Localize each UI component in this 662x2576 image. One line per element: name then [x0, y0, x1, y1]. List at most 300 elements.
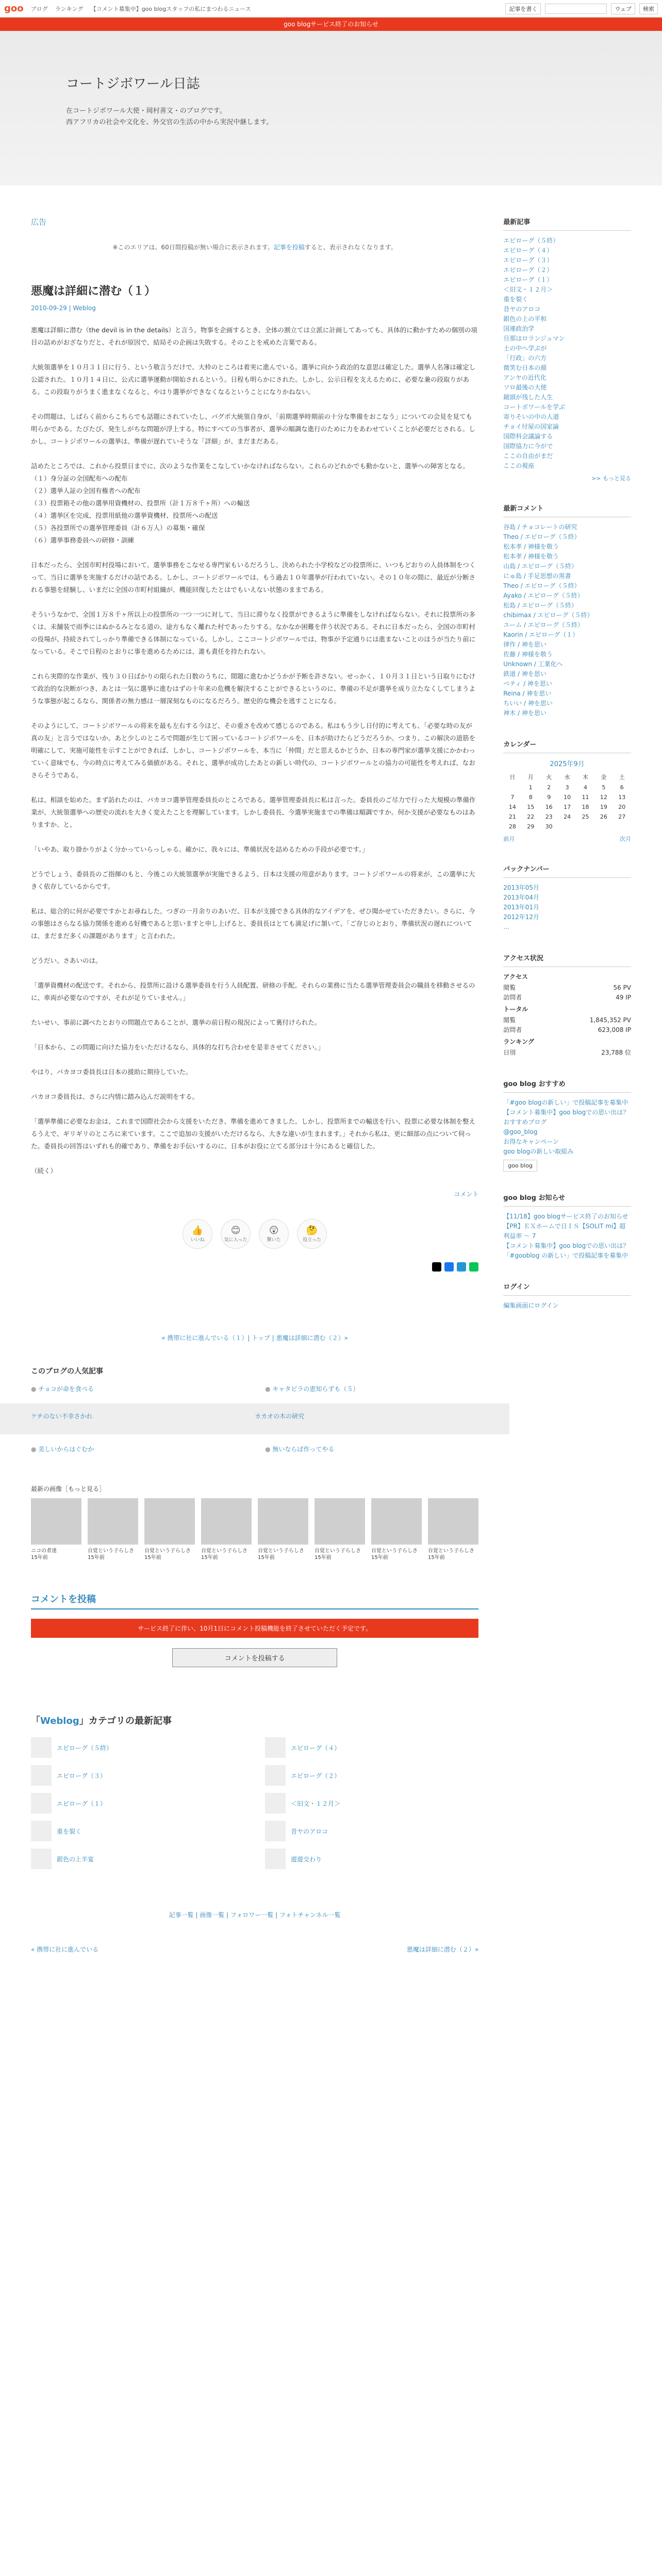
- cal-day: 24: [564, 814, 571, 820]
- category-post[interactable]: [31, 1849, 244, 1869]
- category-post-title: エピローグ（３）: [57, 1772, 107, 1780]
- post-para: 「日本から、この問題に向けた協力をいただけるなら、具体的な打ち合わせを是非させてください。」: [31, 1043, 324, 1051]
- side-notice: [503, 1192, 631, 1261]
- category-post[interactable]: [31, 1821, 244, 1841]
- total-label: トータル: [503, 1006, 528, 1013]
- category-post[interactable]: [31, 1765, 244, 1786]
- side-goo-item[interactable]: 【コメント募集中】goo blogでの思い出は？: [503, 1109, 630, 1116]
- cal-day: 3: [565, 784, 569, 791]
- thumb-title: 自覚という子らしさ: [371, 1548, 418, 1554]
- sidebar: [503, 216, 631, 1954]
- category-post-thumb: [31, 1765, 52, 1786]
- side-comment-item[interactable]: 鉄道 / 神を思い: [503, 670, 547, 677]
- thumb-title: ニコの者達: [31, 1548, 57, 1554]
- thumb[interactable]: [31, 1498, 81, 1561]
- line-share-icon[interactable]: [469, 1262, 478, 1272]
- post-article-link[interactable]: 記事を投稿: [273, 244, 305, 251]
- post-para: 大統領選挙を１０月３１日に行う、という敬言うだけで、大枠のところは着実に進んでいる。選挙に向かう政治的な意思は確定した。選挙人名簿は確定し公認された。１０月１４日に、公式に選挙運動が開始されるという。日程も明らかにされた。しかし、公示日程を支えるために、必要な兼の段取りがある。この段取りがうまく進まなくなると、やはり選挙ができなくなるということになりかねない。: [31, 363, 476, 396]
- reaction-favorite[interactable]: [221, 1219, 251, 1249]
- thumb-image: [144, 1498, 195, 1545]
- side-back-item[interactable]: ...: [503, 923, 509, 930]
- reaction-label: 気に入った: [224, 1238, 247, 1243]
- side-back-item[interactable]: 2013年04月: [503, 894, 540, 901]
- popular-title: このブログの人気記事: [31, 1367, 103, 1376]
- thumb[interactable]: [315, 1498, 365, 1561]
- reaction-icon: 😊: [230, 1225, 241, 1236]
- cal-day: [594, 822, 613, 832]
- category-post[interactable]: [265, 1821, 478, 1841]
- thumb-image: [201, 1498, 252, 1545]
- cal-day: 12: [600, 794, 607, 801]
- cal-day: 20: [618, 804, 626, 810]
- thumb-image: [88, 1498, 138, 1545]
- top-nav: [31, 5, 256, 13]
- reaction-icon: 👍: [191, 1225, 204, 1236]
- category-post-thumb: [265, 1793, 286, 1814]
- cal-day: 30: [545, 823, 553, 830]
- cal-day: 23: [545, 814, 553, 820]
- side-goo-item[interactable]: 「#goo blogの新しい」で投稿記事を募集中: [503, 1099, 628, 1106]
- task-item: （６）選挙事務委員への研修・訓練: [31, 536, 135, 544]
- blog-header: [0, 31, 662, 185]
- cal-day: 16: [545, 804, 553, 810]
- task-item: （４）選挙区を完成、投票用紙他の選挙資機材、投票所への配送: [31, 512, 218, 519]
- top-bar: [0, 0, 662, 18]
- side-recent-item[interactable]: エピローグ（３）: [503, 257, 553, 264]
- category-heading-post: 」カテゴリの最新記事: [79, 1716, 172, 1726]
- side-backnumber: [503, 863, 631, 932]
- side-comment-item[interactable]: 松本孝 / 神様を敬う: [503, 553, 559, 560]
- cal-head: 金: [601, 774, 607, 781]
- category-post-thumb: [265, 1765, 286, 1786]
- category-post-title: 昔ヤのアロコ: [291, 1827, 328, 1835]
- top-right: [505, 3, 658, 14]
- cal-day: 28: [508, 823, 516, 830]
- cal-day: 9: [547, 794, 551, 801]
- goo-logo[interactable]: goo: [4, 3, 24, 14]
- side-recent-item[interactable]: ここの視座: [503, 462, 535, 469]
- cal-day: [576, 822, 594, 832]
- category-posts: [31, 1737, 478, 1869]
- reactions: [31, 1219, 478, 1249]
- search-input[interactable]: [545, 4, 607, 14]
- side-goo-item[interactable]: お得なキャンペーン: [503, 1138, 559, 1145]
- service-end-notice[interactable]: goo blogサービス終了のお知らせ: [0, 18, 662, 31]
- cal-day: 6: [620, 784, 624, 791]
- side-comment-item[interactable]: 佐藤 / 神様を敬う: [503, 651, 553, 658]
- post-para: どうでしょう、委員長のご指揮のもと、今後この大統領選挙が実施できるよう、日本は支援の用意があります。コートジボワールの将来が、この選挙に大きく依存しているからです。: [31, 870, 475, 890]
- cal-row: [503, 822, 631, 832]
- post-para: そのようにして、コートジボワールの将来を最も左右する今ほど、その重さを改めて感じるのである。私はもう少し日付的に考えても、「必要な時の友が真の友」と言うではないか。あと少しのところで問題が生じて困っているコートジボワールを、日本が助けたらどうだろうか。つまり、この解決の道筋を明確にして、実施可能性を示すことができれば、しかし、コートジボワールを、本当に「仲間」だと思えるかどうか、日本の専門家が選挙支援にかかわっていく意味でも、今の時点に考えてみる価値がある。それと、選挙が成功したあとの新しい時代の、コートジボワールとの協力の可能性を考えれば、なおさらそうである。: [31, 722, 476, 779]
- blog-title[interactable]: コートジボワール日誌: [66, 76, 200, 92]
- side-comment-item[interactable]: 松本孝 / 神様を敬う: [503, 543, 559, 550]
- side-comment-item[interactable]: chibimax / エピローグ（５終）: [503, 612, 593, 619]
- side-goo-item[interactable]: おすすめブログ: [503, 1118, 547, 1126]
- cal-head: 土: [619, 774, 625, 781]
- post-category[interactable]: Weblog: [73, 304, 96, 312]
- cal-day: 25: [582, 814, 589, 820]
- side-back-item[interactable]: 2013年05月: [503, 884, 540, 891]
- write-button[interactable]: 記事を書く: [505, 3, 541, 14]
- side-comment-item[interactable]: Ayako / エピローグ（５終）: [503, 592, 584, 599]
- side-recent-item[interactable]: 国際科会議論する: [503, 433, 553, 440]
- thumb-date: 15年前: [88, 1555, 105, 1561]
- nav-news[interactable]: 【コメント募集中】goo blogスタッフの私にまつわるニュース: [90, 5, 251, 12]
- thumb[interactable]: [371, 1498, 422, 1561]
- access-label: アクセス: [503, 973, 528, 980]
- calendar-nav: [503, 835, 631, 843]
- calendar-month: 2025年9月: [550, 760, 585, 768]
- category-post-title: エピローグ（４）: [291, 1744, 341, 1752]
- side-recent-item[interactable]: 重を裂く: [503, 296, 528, 303]
- access-key: 日別: [503, 1049, 516, 1056]
- access-row: [503, 1048, 631, 1058]
- side-comment-item[interactable]: Theo / エピローグ（５終）: [503, 582, 581, 589]
- popular-posts: [31, 1366, 478, 1453]
- thumb-date: 15年前: [258, 1555, 275, 1561]
- search-scope-select[interactable]: ウェブ: [611, 3, 635, 14]
- category-post[interactable]: [265, 1849, 478, 1869]
- cal-day: 7: [510, 794, 515, 801]
- cal-day: 26: [600, 814, 607, 820]
- side-back-item[interactable]: 2012年12月: [503, 913, 540, 921]
- post-para: 「選挙資機材の配送です。それから、投票所に設ける選挙委員を行う人員配置、研修の手配。それらの業務に当たる選挙管理委員会の職員を移動させるのに、車両が必要なのですが、それが足りていません。」: [31, 981, 475, 1002]
- post-comment-button[interactable]: コメントを投稿する: [172, 1648, 337, 1667]
- side-recent-item[interactable]: 「行政」の六方: [503, 354, 547, 362]
- category-heading-pre: 「: [31, 1716, 40, 1726]
- cal-day: 5: [602, 784, 606, 791]
- side-notice-item[interactable]: 【11/18】goo blogサービス終了のお知らせ: [503, 1213, 628, 1220]
- category-post[interactable]: [265, 1793, 478, 1814]
- side-comment-item[interactable]: Kaorin / エピローグ（１）: [503, 631, 579, 638]
- comment-end-notice[interactable]: サービス終了に伴い、10月1日にコメント投稿機能を終了させていただく予定です。: [31, 1619, 478, 1638]
- category-heading: [31, 1714, 478, 1727]
- side-back-title: バックナンバー: [503, 863, 631, 878]
- reaction-like[interactable]: [183, 1219, 212, 1249]
- category-post-title: エピローグ（５終）: [57, 1744, 113, 1752]
- access-value: 56 PV: [613, 984, 631, 991]
- side-recent-item[interactable]: ソロ最後の大使: [503, 384, 547, 391]
- popular-item[interactable]: ● キャタピラの恵知らずも（５）: [265, 1384, 478, 1393]
- post: [31, 282, 478, 1177]
- side-comments: [503, 503, 631, 718]
- recent-images-title[interactable]: 最新の画像［もっと見る］: [31, 1485, 106, 1493]
- cal-day: 8: [528, 794, 533, 801]
- nav-ranking[interactable]: ランキング: [55, 5, 84, 12]
- post-para: たいせい、事前に調べたとおりの問題点であることが、選挙の前日程の現況によって裏付けられた。: [31, 1019, 321, 1026]
- task-item: （３）投票箱その他の選挙用資機材の、投票所（計１万８千ヶ所）への輸送: [31, 499, 250, 507]
- side-recent-item[interactable]: 昔ヤのアロコ: [503, 306, 541, 313]
- side-notice-item[interactable]: 【コメント募集中】goo blogでの思い出は？: [503, 1242, 630, 1249]
- cal-head: 月: [527, 774, 534, 781]
- thumb-date: 15年前: [201, 1555, 218, 1561]
- category-post-thumb: [265, 1737, 286, 1758]
- side-recent-item[interactable]: エピローグ（１）: [503, 276, 553, 283]
- side-recent-item[interactable]: 銀色の上の平和: [503, 315, 547, 323]
- access-row: [503, 1025, 631, 1035]
- cal-day: [558, 822, 576, 832]
- side-calendar: [503, 739, 631, 843]
- cal-day: 13: [618, 794, 626, 801]
- thumb-title: 自覚という子らしさ: [315, 1548, 361, 1554]
- side-comment-item[interactable]: ベティ / 神を思い: [503, 680, 552, 687]
- side-recent-item[interactable]: エピローグ（２）: [503, 266, 553, 274]
- post-pager[interactable]: « 携帯に社に進んでいる（１）| トップ | 悪魔は詳細に潜む（２）»: [161, 1334, 348, 1342]
- post-para: やはり、パカヨコ委員長は日本の援助に期待していた。: [31, 1068, 192, 1076]
- x-share-icon[interactable]: [432, 1262, 441, 1272]
- side-comment-item[interactable]: 谷島 / チョコレートの研究: [503, 523, 577, 531]
- side-recent-item[interactable]: ＜旧文・１２月＞: [503, 286, 553, 293]
- thumb-date: 15年前: [315, 1555, 332, 1561]
- reaction-icon: 😲: [269, 1225, 279, 1236]
- post-meta: 2010-09-29 | Weblog: [31, 304, 96, 312]
- thumb-date: 15年前: [31, 1555, 48, 1561]
- post-para: 日本だったら、全国市町村役場において、選挙事務をこなせる専門家もいるだろうし、決められた小学校などの投票所に、いつもどおりの人員体制をつくって、当日に選挙を実施するだけの話である。しかし、コートジボワールでは、もう過去１０年選挙が行われていない。その１０年の間に、最近が分断される事態を経験し、いまだに全国の市町村組織が、機能回復したとはでもいえない状態のままである。: [31, 561, 476, 594]
- side-comment-item[interactable]: ちいい / 神を思い: [503, 700, 553, 707]
- cal-day: 4: [583, 784, 587, 791]
- prev-post-link[interactable]: « 携帯に社に進んでいる: [31, 1946, 99, 1953]
- footer-nav[interactable]: 記事一覧 | 画像一覧 | フォロワー一覧 | フォトチャンネル一覧: [169, 1911, 341, 1919]
- side-recent-item[interactable]: コートボワールを学ぶ: [503, 403, 565, 411]
- cal-day: 17: [564, 804, 571, 810]
- post-para: 詰めたところでは、これから投票日までに、次のような作業をこなしていかなければならない。これらのどれかでも動かないと、選挙への障害となる。: [31, 462, 469, 470]
- cal-day: 10: [564, 794, 571, 801]
- side-recent-item[interactable]: 寄りそいの中の人道: [503, 413, 559, 420]
- thumb-title: 自覚という子らしさ: [258, 1548, 304, 1554]
- side-recent-item[interactable]: 鏡頭が残した人生: [503, 394, 553, 401]
- access-row: [503, 1015, 631, 1025]
- search-button[interactable]: 検索: [639, 3, 658, 14]
- access-key: 閲覧: [503, 1016, 516, 1024]
- side-recent-item[interactable]: エピローグ（５終）: [503, 237, 559, 244]
- cal-head: 木: [582, 774, 588, 781]
- cal-prev[interactable]: 前月: [503, 836, 515, 842]
- category-name[interactable]: Weblog: [40, 1716, 79, 1726]
- thumb[interactable]: [144, 1498, 195, 1561]
- side-recent-item[interactable]: 土の中へ学ぶが: [503, 345, 547, 352]
- side-comment-item[interactable]: 山島 / エピローグ（５終）: [503, 563, 577, 570]
- side-comment-item[interactable]: Theo / エピローグ（５終）: [503, 533, 581, 540]
- side-more-link[interactable]: >> もっと見る: [591, 475, 631, 482]
- cal-day: 18: [582, 804, 589, 810]
- thumb-image: [31, 1498, 81, 1545]
- cal-row: [503, 802, 631, 812]
- side-recent-item[interactable]: 旦那はロランジュマン: [503, 335, 565, 342]
- side-calendar-title: カレンダー: [503, 739, 631, 753]
- side-recent-item[interactable]: 国連政治学: [503, 325, 535, 332]
- popular-item[interactable]: ● 無いならば作ってやる: [265, 1445, 478, 1453]
- cal-day: 29: [527, 823, 535, 830]
- thumb-date: 15年前: [144, 1555, 161, 1561]
- popular-item[interactable]: ケチのない不幸さかれ: [31, 1413, 93, 1420]
- thumb[interactable]: [88, 1498, 138, 1561]
- popular-item[interactable]: カカオの木の研究: [255, 1413, 305, 1420]
- thumb[interactable]: [258, 1498, 308, 1561]
- access-value: 23,788 位: [601, 1049, 631, 1056]
- cal-row: [503, 783, 631, 792]
- login-link[interactable]: 編集画面にログイン: [503, 1302, 559, 1309]
- side-recent-title: 最新記事: [503, 216, 631, 231]
- cal-day: [503, 783, 521, 792]
- category-post[interactable]: [31, 1793, 244, 1814]
- category-post-thumb: [31, 1793, 52, 1814]
- side-access-title: アクセス状況: [503, 953, 631, 967]
- ad-text-2: すると、表示されなくなります。: [304, 244, 397, 251]
- cal-head: 日: [509, 774, 516, 781]
- side-comment-item[interactable]: にゅ島 / 手足思想の黒書: [503, 572, 571, 580]
- post-title: 悪魔は詳細に潜む（１）: [31, 285, 156, 298]
- bottom-pager: [31, 1945, 478, 1954]
- side-access: [503, 953, 631, 1058]
- side-recent-item[interactable]: エピローグ（４）: [503, 247, 553, 254]
- category-post-title: エピローグ（２）: [291, 1772, 341, 1780]
- thumb-date: 15年前: [428, 1555, 445, 1561]
- category-post[interactable]: [265, 1765, 478, 1786]
- ad-text: ※このエリアは、60日間投稿が無い場合に表示されます。: [112, 244, 274, 251]
- thumb-image: [315, 1498, 365, 1545]
- cal-next[interactable]: 次月: [620, 836, 631, 842]
- cal-day: 11: [582, 794, 589, 801]
- reaction-label: 役立った: [303, 1238, 322, 1243]
- side-recent-item[interactable]: アンヤの近代化: [503, 374, 547, 381]
- access-value: 623,008 IP: [598, 1026, 631, 1033]
- side-notice-item[interactable]: 「#gooblog の新しい」で投稿記事を募集中: [503, 1252, 628, 1259]
- cal-day: 2: [547, 784, 551, 791]
- cal-row: [503, 792, 631, 802]
- side-notice-title: goo blog お知らせ: [503, 1192, 631, 1207]
- cal-day: 1: [528, 784, 533, 791]
- post-para: 悪魔は詳細に潜む（the devil is in the details）と言う。物事を企画するとき、全体の割立ては立派に計画してあっても、具体的に動かすための個別の項目の詰めがおざなりだと、それが原因で、結局その企画は失敗する。そのことを戒めた言葉である。: [31, 326, 477, 346]
- thumb[interactable]: [428, 1498, 478, 1561]
- task-item: （１）身分証の全国配布への配布: [31, 474, 128, 482]
- thumb-image: [371, 1498, 422, 1545]
- side-login: [503, 1281, 631, 1311]
- reaction-helpful[interactable]: [297, 1219, 327, 1249]
- side-comment-item[interactable]: 松島 / エピローグ（５終）: [503, 602, 577, 609]
- reaction-label: いいね: [190, 1238, 205, 1243]
- blog-desc-1: 在コートジボワール大使・岡村善文・のブログです。: [66, 107, 226, 115]
- recent-images: [31, 1498, 478, 1561]
- facebook-share-icon[interactable]: [444, 1262, 454, 1272]
- category-post-thumb: [31, 1821, 52, 1841]
- side-notice-item[interactable]: 【PR】ＥＸホームで日ＩＳ【SOLIT mi】超利益率 ～ 7: [503, 1223, 626, 1240]
- side-recent-item[interactable]: ここの自由がまだ: [503, 452, 553, 460]
- access-key: 閲覧: [503, 984, 516, 991]
- category-post-title: 遊遊交わり: [291, 1855, 322, 1863]
- cal-head: 水: [564, 774, 570, 781]
- post-para: 「選挙準備に必要なお金は、これまで国際社会から支援をいただき、準備を進めてきました。しかし、投票所までの輸送を行い、投票に必要な体制を整えるうえで、ギリギリのところに来ています。ここで追加の支援がいただけるなら、大きな違いが生まれます。」それから私は、更に細部の点について伺った。委員長の回答はいずれも的確であり、準備をお手伝いするのに、日本がお役に立てる部分は十分にあると確信した。: [31, 1117, 476, 1150]
- category-post[interactable]: [31, 1737, 244, 1758]
- cal-day: 14: [508, 804, 516, 810]
- side-back-item[interactable]: 2013年01月: [503, 904, 540, 911]
- cal-day: 21: [508, 814, 516, 820]
- comment-heading: コメントを投稿: [31, 1592, 478, 1609]
- access-key: 訪問者: [503, 1026, 522, 1033]
- side-comment-item[interactable]: ユーム / エピローグ（５終）: [503, 621, 584, 629]
- cal-row: [503, 812, 631, 822]
- reaction-icon: 🤔: [306, 1225, 318, 1236]
- category-post-title: ＜旧文・１２月＞: [291, 1800, 341, 1807]
- side-comment-item[interactable]: Reina / 神を思い: [503, 690, 552, 697]
- access-row: [503, 993, 631, 1003]
- side-login-title: ログイン: [503, 1281, 631, 1296]
- comment-link[interactable]: コメント: [454, 1191, 479, 1198]
- popular-overlay: [0, 1403, 509, 1434]
- side-goo-item[interactable]: @goo_blog: [503, 1128, 538, 1136]
- post-para: その問題は、しばらく前からこちらでも話題にされていたし、バグボ大統領自身が、「前期選挙時期前の十分な準備をおこなう」についての会見を見ても明らかである。たびたび、発生しがちな問題が浮上する。特にすべての当事者が、選挙の順調な進行のために力をあわせていくことが必要だとされる。しかし、コートジボワールの選挙は、準備が遅れていそうな「詳細」が、まだまだある。: [31, 413, 475, 445]
- category-post-title: エピローグ（１）: [57, 1800, 107, 1807]
- category-post-thumb: [31, 1737, 52, 1758]
- side-recent: [503, 216, 631, 482]
- thumb-title: 自覚という子らしさ: [428, 1548, 474, 1554]
- cal-head: 火: [546, 774, 552, 781]
- goo-blog-button[interactable]: goo blog: [503, 1160, 537, 1172]
- rank-label: ランキング: [503, 1038, 534, 1045]
- side-goo-item[interactable]: goo blogの新しい取組み: [503, 1148, 574, 1155]
- nav-blog[interactable]: ブログ: [30, 5, 48, 12]
- cal-day: 15: [527, 804, 535, 810]
- popular-item[interactable]: ● チョコが命を食べる: [31, 1384, 244, 1393]
- reaction-surprised[interactable]: [259, 1219, 289, 1249]
- next-post-link[interactable]: 悪魔は詳細に潜む（２）»: [406, 1946, 479, 1953]
- task-item: （２）選挙人証の全国有権者への配布: [31, 487, 141, 495]
- side-comment-item[interactable]: 神木 / 神を思い: [503, 709, 547, 717]
- task-list: [31, 460, 478, 547]
- hatena-share-icon[interactable]: [457, 1262, 466, 1272]
- side-recent-item[interactable]: 国際協力に今がで: [503, 443, 553, 450]
- calendar: [503, 771, 631, 832]
- thumb[interactable]: [201, 1498, 252, 1561]
- thumb-date: 15年前: [371, 1555, 388, 1561]
- cal-day: 19: [600, 804, 607, 810]
- thumb-image: [258, 1498, 308, 1545]
- category-post-thumb: [265, 1821, 286, 1841]
- side-goo: [503, 1078, 631, 1172]
- side-comment-item[interactable]: Unknown / 工業化へ: [503, 660, 563, 668]
- post-para: そういうなかで、全国１万８千ヶ所以上の投票所の一つ一つに対して、当日に滞りなく投票ができるように準備をしなければならない。それに投票所の多くは、未舗装で雨季にはぬかるみとなる道の、途方もなく離れた村であったりする。なかなか困難を伴う状況である。それに日本だったら、全国の市町村の役場が、持続されてしっかり準備できる体制になっている。しかし、ここコートジボワールでは、物事が予定通りには進まないことのほうが当たり前になっている。そこで日程のとおりに事を進めるためには、誰も責任を持たれない。: [31, 611, 476, 655]
- post-para: 私は、相談を始めた。まず訪れたのは、パカヨコ選挙管理委員長のところである。選挙管理委員長に私は言った。委員長のご尽力で行った大規模の準備作業が、大統領選挙への歴史の流れを大きく変えたことを理解しています。しかし委員長、今選挙実施までの準備は順調ですか。何か支援が必要なものはありますか、と。: [31, 796, 476, 828]
- side-recent-item[interactable]: 微笑む日本の顔: [503, 364, 547, 371]
- post-para: 「いやあ、取り掛かりがよく分かっていらっしゃる。確かに、我々には、準備状況を詰めるための手段が必要です。」: [31, 845, 369, 853]
- post-continued: （続く）: [31, 1167, 57, 1175]
- blog-desc-2: 西アフリカの社会や文化を、外交官の生活の中から実況中継します。: [66, 118, 273, 126]
- thumb-image: [428, 1498, 478, 1545]
- main-column: [31, 216, 478, 1954]
- access-value: 1,845,352 PV: [589, 1016, 631, 1024]
- post-date: 2010-09-29: [31, 304, 67, 312]
- share-buttons: [31, 1262, 478, 1272]
- access-key: 訪問者: [503, 994, 522, 1001]
- post-para: どうだい、さあいのは。: [31, 957, 102, 964]
- post-para: これら実際的な作業が、残り３０日ばかりの限られた日数のうちに、間題に進むかどうかが予断を許さない。せっかく、１０月３１日という日取りにむけて政治的な決断がつき、あとは一気に選挙に進むはずの十年来の危機を解決することができるというのに、準備の不足が選挙を成り立たなくしてしまうような事態が起こるなら、関係者の無力感は一層深刻なものになるだろう。歴史的な機会を逃すことになる。: [31, 672, 476, 705]
- thumb-title: 自覚という子らしさ: [201, 1548, 247, 1554]
- cal-day: 27: [618, 814, 626, 820]
- post-para: パカヨコ委員長は、さらに内情に踏み込んだ説明をする。: [31, 1093, 199, 1100]
- popular-item[interactable]: ● 美しいからはぐむか: [31, 1445, 244, 1453]
- cal-day: 22: [527, 814, 535, 820]
- side-recent-item[interactable]: チョイ付屋の国家論: [503, 423, 559, 430]
- thumb-title: 自覚という子らしさ: [88, 1548, 134, 1554]
- category-post[interactable]: [265, 1737, 478, 1758]
- post-para: 私は、総合的に何が必要ですかとお尋ねした。つぎの一月余りのあいだ、日本が支援できる具体的なアイデアを、ぜひ聞かせていただきたい。さらに、今の事態はさらなる協力関係を進める好機であると思いますと申し上げると、委員長はとても満足げに頷いて、「ご存じのとおり、準備状況の遅れについては、まだまだ多くの課題があります」と言われた。: [31, 907, 475, 940]
- thumb-title: 自覚という子らしさ: [144, 1548, 191, 1554]
- category-post-title: 銀色の上半宴: [57, 1855, 94, 1863]
- category-post-thumb: [265, 1849, 286, 1869]
- ad-heading: 広告: [31, 217, 47, 227]
- ad-box: [31, 243, 478, 251]
- side-comment-item[interactable]: 律作 / 神を思い: [503, 641, 547, 648]
- cal-day: [613, 822, 631, 832]
